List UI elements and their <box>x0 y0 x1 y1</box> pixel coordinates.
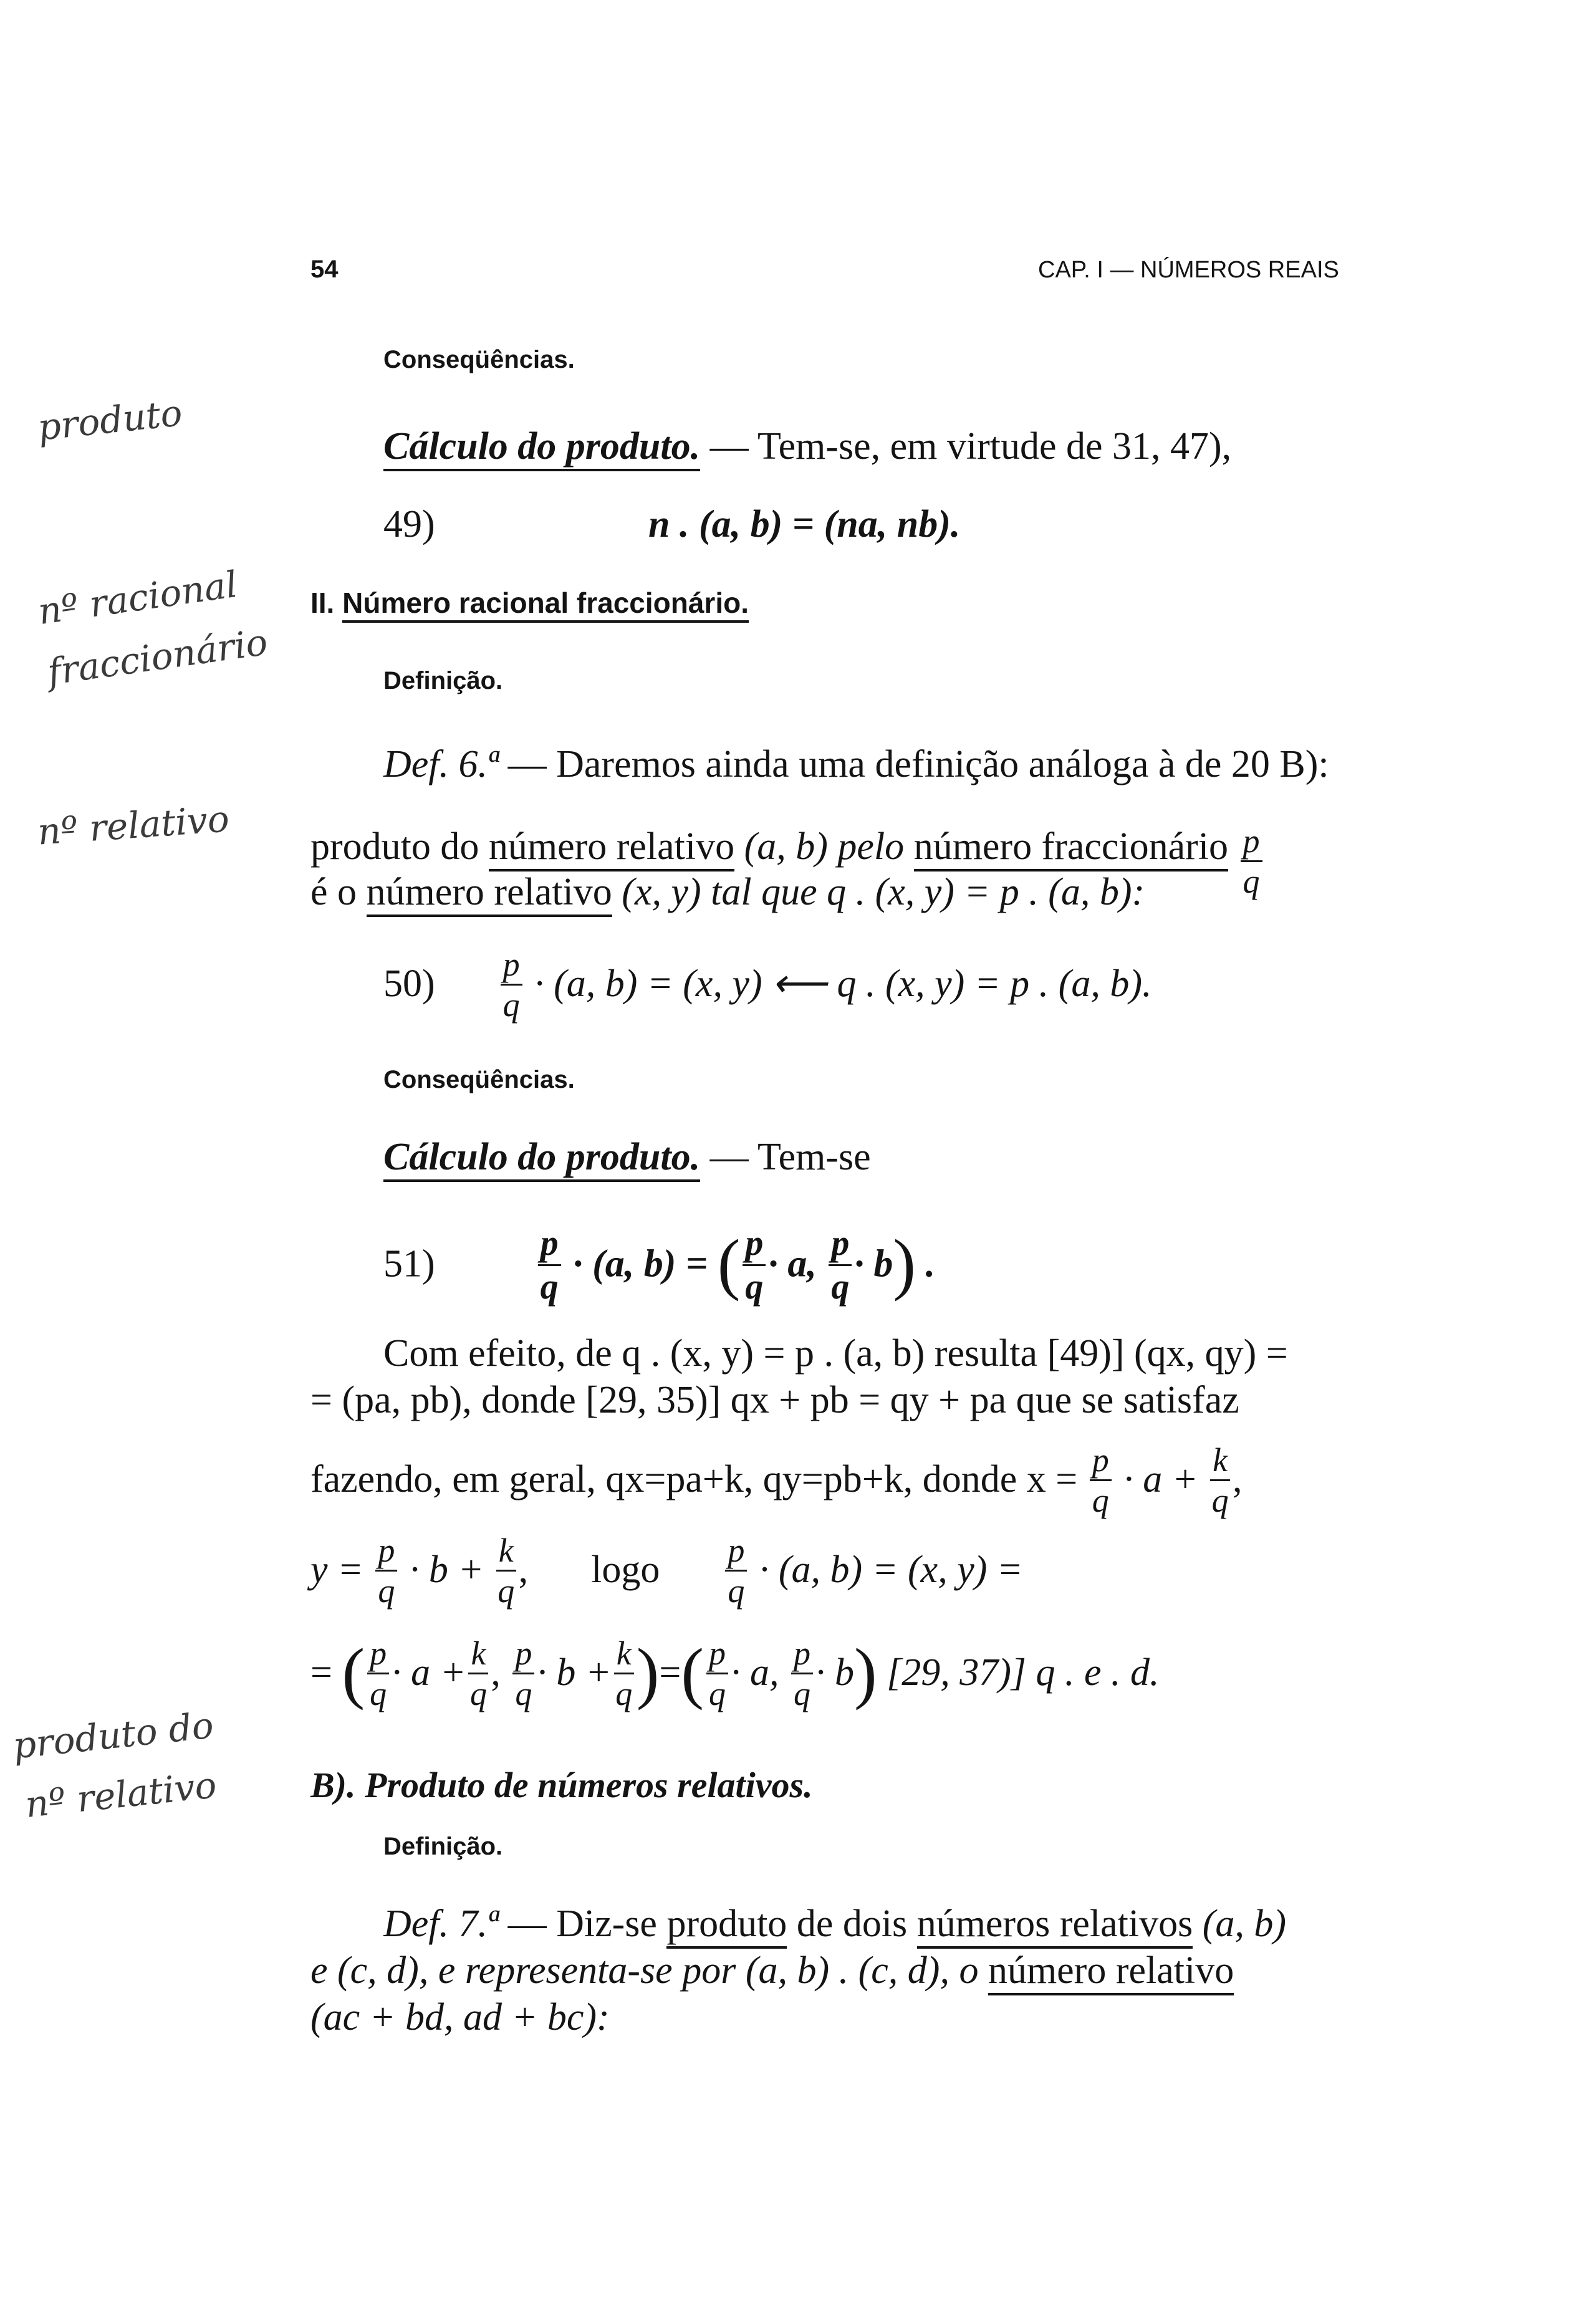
def6-l3a: é o <box>310 871 357 913</box>
calculo-text-2: — Tem-se <box>700 1136 871 1178</box>
final-frac-3-p: p <box>512 1634 534 1674</box>
def7-label: Def. 7.ª <box>383 1903 499 1945</box>
y-frac-2 <box>496 1531 516 1610</box>
y-frac-1-p: p <box>375 1531 397 1572</box>
def7-line2 <box>310 1951 1234 1990</box>
final-frac-3 <box>512 1634 534 1713</box>
def6-text: — Daremos ainda uma definição análoga à de 20 B): <box>498 743 1329 785</box>
eq50-frac-p: p <box>501 945 522 986</box>
calculo-line-2 <box>383 1138 871 1176</box>
proof-line-3 <box>310 1443 1243 1522</box>
eq51-line <box>383 1222 936 1310</box>
section-ii-title <box>310 586 749 620</box>
def6-l3c: (x, y) tal que q . (x, y) = p . (a, b): <box>622 871 1145 913</box>
final-frac-6-q: q <box>793 1675 810 1713</box>
def7-a: — Diz-se <box>498 1903 657 1945</box>
eq51-frac-2-q: q <box>745 1265 764 1307</box>
y-frac-3-q: q <box>728 1572 745 1610</box>
margin-note-produto-do: produto do <box>11 1704 216 1767</box>
def7-line <box>383 1904 1286 1943</box>
final-rparen-1: ) <box>636 1634 660 1711</box>
consequencias-heading-2: Conseqüências. <box>383 1066 575 1093</box>
eq51-frac-2 <box>743 1222 766 1307</box>
calculo-label-1: Cálculo do produto. <box>383 425 700 471</box>
proof-l3-frac-1 <box>1090 1441 1112 1520</box>
logo-word: logo <box>591 1548 660 1591</box>
eq51-mid1: · a, <box>768 1242 817 1285</box>
eq51-frac-3 <box>829 1222 852 1307</box>
def6-l2b: número relativo <box>489 825 734 871</box>
calculo-line-1 <box>383 427 1231 466</box>
proof-line-2: = (pa, pb), donde [29, 35)] qx + pb = qy + pa que se satisfaz <box>310 1379 1239 1421</box>
final-eq: = <box>310 1651 332 1694</box>
def7-e: (a, b) <box>1202 1903 1286 1945</box>
section-b-title: B). Produto de números relativos. <box>310 1765 813 1805</box>
calculo-label-2: Cálculo do produto. <box>383 1136 700 1182</box>
proof-l3-frac-1-p: p <box>1090 1441 1112 1481</box>
proof-l3-frac-2 <box>1210 1441 1230 1520</box>
def6-frac <box>1241 822 1262 901</box>
final-frac-5-p: p <box>706 1634 728 1674</box>
eq50-number: 50) <box>383 962 435 1005</box>
margin-note-relativo: nº relativo <box>36 797 231 853</box>
def7-d: números relativos <box>917 1903 1193 1949</box>
final-frac-1 <box>367 1634 389 1713</box>
proof-line-1: Com efeito, de q . (x, y) = p . (a, b) resulta [49)] (qx, qy) = <box>383 1332 1288 1375</box>
y-frac-3 <box>725 1531 747 1610</box>
final-d: · b <box>815 1651 854 1694</box>
calculo-text-1: — Tem-se, em virtude de 31, 47), <box>700 425 1232 468</box>
eq51-left: · (a, b) = <box>573 1242 708 1285</box>
final-frac-4-k: k <box>614 1634 634 1674</box>
eq51-period: . <box>925 1242 936 1285</box>
def6-line3 <box>310 873 1145 911</box>
page-number: 54 <box>310 256 339 283</box>
final-frac-2 <box>468 1634 488 1713</box>
def6-line <box>383 745 1329 784</box>
def6-frac-q: q <box>1243 863 1260 901</box>
y-frac-1-q: q <box>378 1572 395 1610</box>
def7-line3: (ac + bd, ad + bc): <box>310 1996 610 2038</box>
proof-l3-frac-2-q: q <box>1211 1482 1229 1520</box>
eq50-frac-q: q <box>502 986 520 1024</box>
eq51-rparen: ) <box>893 1226 916 1302</box>
def6-frac-p: p <box>1241 822 1262 862</box>
proof-l3-comma: , <box>1233 1457 1243 1500</box>
eq51-frac-1-q: q <box>540 1265 559 1307</box>
eq49: n . (a, b) = (na, nb). <box>648 503 961 545</box>
eq51-lparen: ( <box>717 1226 741 1302</box>
y-frac-2-k: k <box>496 1531 516 1572</box>
eq51-frac-2-p: p <box>743 1222 766 1266</box>
def7-c: de dois <box>796 1903 908 1945</box>
proof-l3a: fazendo, em geral, qx=pa+k, qy=pb+k, donde x = <box>310 1457 1078 1500</box>
eq51-frac-3-p: p <box>829 1222 852 1266</box>
def6-l3b: número relativo <box>367 871 612 917</box>
proof-l3-frac-1-q: q <box>1092 1482 1109 1520</box>
def6-l2a: produto do <box>310 825 479 868</box>
y-b: · b + <box>409 1548 484 1591</box>
definicao-heading-1: Definição. <box>383 667 503 694</box>
def6-l2d: número fraccionário <box>914 825 1228 871</box>
proof-l3b: · a + <box>1123 1457 1198 1500</box>
margin-note-racional: nº racional <box>35 562 240 633</box>
final-frac-5-q: q <box>708 1675 726 1713</box>
final-tail: [29, 37)] q . e . d. <box>887 1651 1160 1694</box>
section-ii-prefix: II. <box>310 587 335 619</box>
eq51-mid2: · b <box>854 1242 893 1285</box>
margin-note-fraccionario: fraccionário <box>44 620 271 694</box>
final-frac-1-p: p <box>367 1634 389 1674</box>
section-ii-title-text: Número racional fraccionário. <box>342 587 749 623</box>
def7-b: produto <box>666 1903 787 1949</box>
y-rest: · (a, b) = (x, y) = <box>759 1548 1023 1591</box>
final-b: · b + <box>537 1651 612 1694</box>
consequencias-heading-1: Conseqüências. <box>383 346 575 373</box>
def6-label: Def. 6.ª <box>383 743 499 785</box>
y-eq: y = <box>310 1548 363 1591</box>
final-lparen-2: ( <box>681 1634 704 1711</box>
final-eq-2: = <box>659 1651 681 1694</box>
eq51-frac-1 <box>538 1222 561 1307</box>
y-frac-3-p: p <box>725 1531 747 1572</box>
margin-note-relativo-2: nº relativo <box>23 1764 219 1826</box>
y-comma: , <box>518 1548 529 1591</box>
def7-l2a: e (c, d), e representa-se por (a, b) . (c, d), o <box>310 1949 979 1992</box>
running-title: CAP. I — NÚMEROS REAIS <box>1038 257 1339 283</box>
def7-l2b: número relativo <box>988 1949 1234 1995</box>
final-frac-4-q: q <box>615 1675 633 1713</box>
proof-line-5: = ( $\frac{p}{q}$ · a + $\frac{k}{q}$ , $\frac{p}{q}$ · b + $\frac{k}{q}$ )=( $\frac{p}{q}$ · a, $\frac{p}{q}$ · b) [29, 37)] q . e . d. <box>310 1634 1160 1713</box>
proof-l3-frac-2-k: k <box>1210 1441 1230 1481</box>
final-frac-5 <box>706 1634 728 1713</box>
final-frac-6 <box>791 1634 813 1713</box>
y-frac-1 <box>375 1531 397 1610</box>
y-frac-2-q: q <box>498 1572 515 1610</box>
eq51-frac-1-p: p <box>538 1222 561 1266</box>
eq51-number: 51) <box>383 1242 435 1285</box>
final-frac-4 <box>614 1634 634 1713</box>
def6-l2c: (a, b) pelo <box>744 825 905 868</box>
final-frac-2-k: k <box>468 1634 488 1674</box>
final-c: · a, <box>730 1651 779 1694</box>
final-a: · a + <box>392 1651 466 1694</box>
eq50-line <box>383 948 1151 1027</box>
eq49-number: 49) <box>383 503 435 545</box>
final-frac-2-q: q <box>469 1675 487 1713</box>
eq51-frac-3-q: q <box>831 1265 850 1307</box>
final-frac-6-p: p <box>791 1634 813 1674</box>
final-lparen-1: ( <box>342 1634 365 1711</box>
definicao-heading-2: Definição. <box>383 1833 503 1860</box>
eq50-frac <box>501 945 522 1024</box>
final-rparen-2: ) <box>853 1634 877 1711</box>
eq50-rest: · (a, b) = (x, y) ⟵ q . (x, y) = p . (a, b). <box>534 962 1152 1005</box>
final-frac-3-q: q <box>515 1675 532 1713</box>
margin-note-produto: produto <box>36 391 185 449</box>
final-frac-1-q: q <box>370 1675 387 1713</box>
proof-line-4 <box>310 1534 1023 1613</box>
